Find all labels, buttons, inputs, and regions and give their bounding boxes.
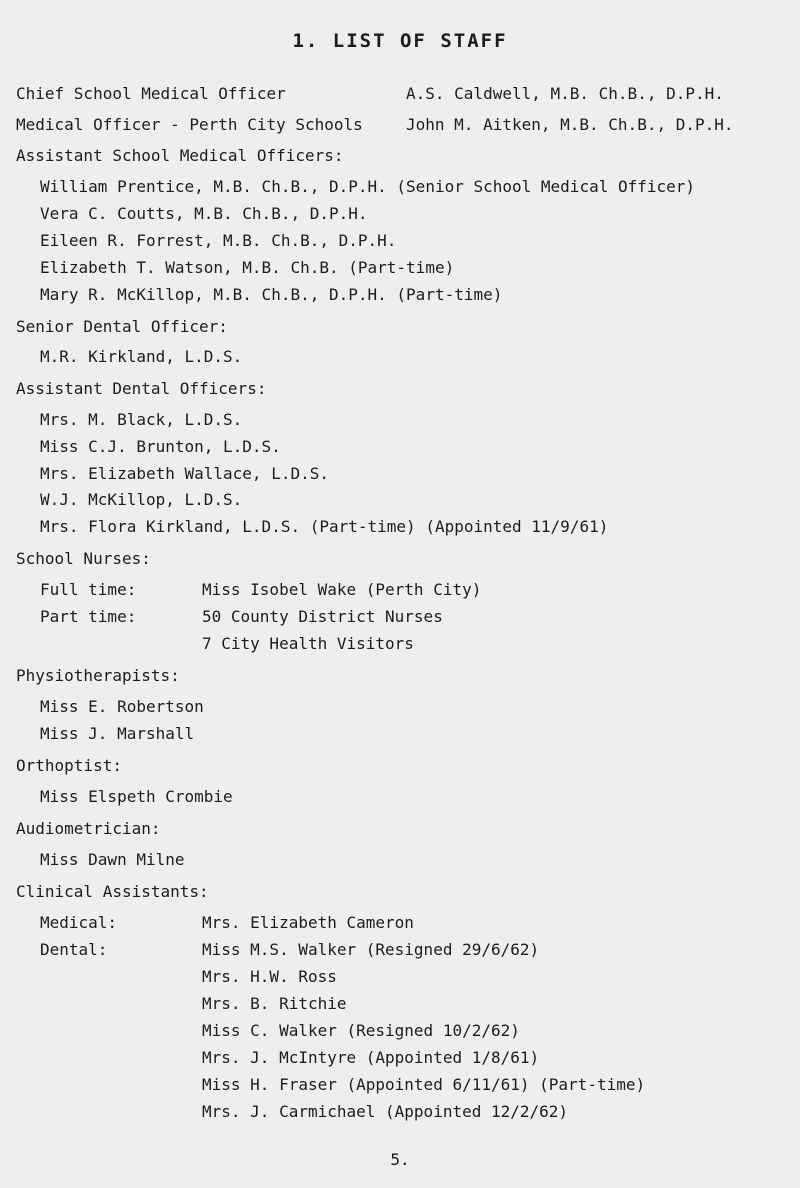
senior-dental-heading: Senior Dental Officer: bbox=[16, 317, 228, 336]
chief-role: Chief School Medical Officer bbox=[16, 84, 286, 103]
clinical-heading: Clinical Assistants: bbox=[16, 882, 209, 901]
list-item: Miss C. Walker (Resigned 10/2/62) bbox=[202, 1021, 520, 1040]
page-title: 1. LIST OF STAFF bbox=[292, 30, 508, 52]
nurses-full-value: Miss Isobel Wake (Perth City) bbox=[202, 580, 482, 599]
list-item: Miss H. Fraser (Appointed 6/11/61) (Part-time) bbox=[202, 1075, 646, 1094]
nurses-part-label: Part time: bbox=[40, 607, 137, 626]
list-item: William Prentice, M.B. Ch.B., D.P.H. (Senior School Medical Officer) bbox=[40, 177, 696, 196]
list-item: Mrs. B. Ritchie bbox=[202, 994, 347, 1013]
audio-heading: Audiometrician: bbox=[16, 819, 161, 838]
list-item: Mrs. M. Black, L.D.S. bbox=[40, 410, 243, 429]
list-item: Mary R. McKillop, M.B. Ch.B., D.P.H. (Part-time) bbox=[40, 285, 503, 304]
list-item: Mrs. Flora Kirkland, L.D.S. (Part-time) (Appointed 11/9/61) bbox=[40, 517, 609, 536]
nurses-full-label: Full time: bbox=[40, 580, 137, 599]
chief-name: A.S. Caldwell, M.B. Ch.B., D.P.H. bbox=[406, 84, 724, 103]
list-item: W.J. McKillop, L.D.S. bbox=[40, 490, 243, 509]
list-item: Miss Dawn Milne bbox=[40, 850, 185, 869]
list-item: Miss M.S. Walker (Resigned 29/6/62) bbox=[202, 940, 540, 959]
list-item: 50 County District Nurses bbox=[202, 607, 443, 626]
list-item: Eileen R. Forrest, M.B. Ch.B., D.P.H. bbox=[40, 231, 397, 250]
list-item: Mrs. J. Carmichael (Appointed 12/2/62) bbox=[202, 1102, 569, 1121]
clinical-medical-label: Medical: bbox=[40, 913, 118, 932]
physio-heading: Physiotherapists: bbox=[16, 666, 180, 685]
list-item: Miss Elspeth Crombie bbox=[40, 787, 233, 806]
list-item: 7 City Health Visitors bbox=[202, 634, 414, 653]
assistant-medical-heading: Assistant School Medical Officers: bbox=[16, 146, 344, 165]
list-item: Mrs. H.W. Ross bbox=[202, 967, 337, 986]
list-item: Vera C. Coutts, M.B. Ch.B., D.P.H. bbox=[40, 204, 368, 223]
assistant-dental-heading: Assistant Dental Officers: bbox=[16, 379, 267, 398]
list-item: Miss C.J. Brunton, L.D.S. bbox=[40, 437, 281, 456]
list-item: M.R. Kirkland, L.D.S. bbox=[40, 347, 243, 366]
list-item: Mrs. Elizabeth Wallace, L.D.S. bbox=[40, 464, 329, 483]
list-item: Elizabeth T. Watson, M.B. Ch.B. (Part-time) bbox=[40, 258, 455, 277]
nurses-heading: School Nurses: bbox=[16, 549, 151, 568]
orthoptist-heading: Orthoptist: bbox=[16, 756, 122, 775]
list-item: Mrs. J. McIntyre (Appointed 1/8/61) bbox=[202, 1048, 540, 1067]
clinical-dental-label: Dental: bbox=[40, 940, 108, 959]
list-item: Miss J. Marshall bbox=[40, 724, 195, 743]
clinical-medical-value: Mrs. Elizabeth Cameron bbox=[202, 913, 414, 932]
list-item: Miss E. Robertson bbox=[40, 697, 204, 716]
perth-role: Medical Officer - Perth City Schools bbox=[16, 115, 363, 134]
perth-name: John M. Aitken, M.B. Ch.B., D.P.H. bbox=[406, 115, 734, 134]
page-number: 5. bbox=[390, 1150, 410, 1169]
